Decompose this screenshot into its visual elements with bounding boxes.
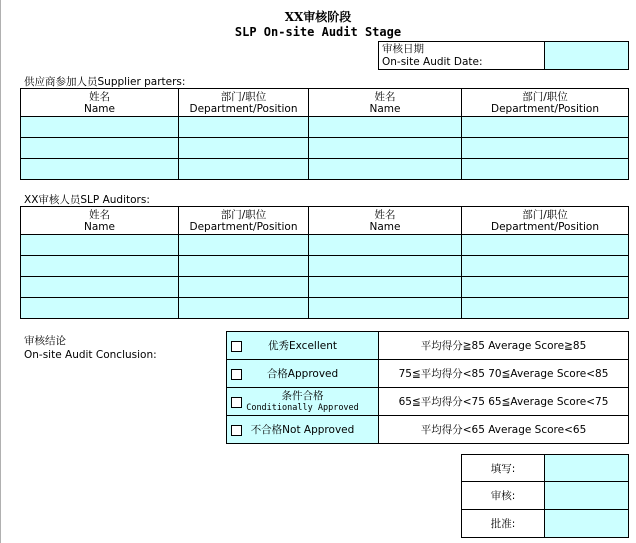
approve-field[interactable] (545, 510, 629, 538)
conclusion-label (24, 334, 157, 362)
signoff-table (461, 454, 629, 538)
checkbox-excellent[interactable] (231, 341, 242, 352)
name-cell[interactable] (309, 138, 462, 159)
name-cell[interactable] (309, 159, 462, 180)
option-sublabel: Conditionally Approved (246, 402, 359, 413)
audit-date-label (379, 42, 545, 70)
conclusion-row-approved (227, 360, 629, 388)
department-cell[interactable] (179, 138, 309, 159)
page-title: XX审核阶段 (284, 10, 352, 24)
score-range: 65≦平均得分<75 65≦Average Score<75 (379, 388, 629, 416)
review-field[interactable] (545, 482, 629, 510)
option-label: 条件合格 (281, 389, 324, 402)
col-header-department: 部门/职位 Department/Position (462, 207, 629, 235)
page-subtitle: SLP On-site Audit Stage (234, 25, 402, 39)
checkbox-conditional[interactable] (231, 397, 242, 408)
score-range: 平均得分<65 Average Score<65 (379, 416, 629, 444)
col-header-department: 部门/职位 Department/Position (462, 89, 629, 117)
name-cell[interactable] (309, 235, 462, 256)
col-header-name: 姓名 Name (309, 207, 462, 235)
department-cell[interactable] (462, 138, 629, 159)
option-approved[interactable] (227, 360, 379, 388)
option-label: 合格Approved (266, 368, 339, 380)
table-row (21, 235, 629, 256)
option-not-approved[interactable] (227, 416, 379, 444)
name-cell[interactable] (309, 256, 462, 277)
review-label: 审核: (462, 482, 545, 510)
score-range: 平均得分≧85 Average Score≧85 (379, 332, 629, 360)
table-row (21, 277, 629, 298)
approve-label: 批准: (462, 510, 545, 538)
name-cell[interactable] (309, 117, 462, 138)
table-row (21, 298, 629, 319)
supplier-table (20, 88, 629, 180)
option-label: 优秀Excellent (268, 340, 337, 352)
supplier-section-label: 供应商参加人员Supplier parters: (24, 76, 186, 88)
department-cell[interactable] (462, 117, 629, 138)
department-cell[interactable] (179, 117, 309, 138)
department-cell[interactable] (462, 235, 629, 256)
name-cell[interactable] (21, 277, 179, 298)
fill-field[interactable] (545, 455, 629, 482)
department-cell[interactable] (179, 298, 309, 319)
name-cell[interactable] (309, 277, 462, 298)
audit-date-label-cn: 审核日期 (382, 42, 424, 55)
name-cell[interactable] (21, 159, 179, 180)
col-header-name: 姓名 Name (21, 89, 179, 117)
conclusion-label-en: On-site Audit Conclusion: (24, 349, 157, 361)
score-range: 75≦平均得分<85 70≦Average Score<85 (379, 360, 629, 388)
department-cell[interactable] (462, 159, 629, 180)
name-cell[interactable] (21, 235, 179, 256)
name-cell[interactable] (21, 256, 179, 277)
department-cell[interactable] (462, 298, 629, 319)
table-row (21, 159, 629, 180)
name-cell[interactable] (21, 298, 179, 319)
conclusion-row-excellent (227, 332, 629, 360)
name-cell[interactable] (309, 298, 462, 319)
department-cell[interactable] (179, 159, 309, 180)
fill-label: 填写: (462, 455, 545, 482)
table-row (21, 138, 629, 159)
conclusion-row-not-approved (227, 416, 629, 444)
audit-date-field[interactable] (545, 42, 629, 70)
department-cell[interactable] (179, 256, 309, 277)
department-cell[interactable] (462, 256, 629, 277)
name-cell[interactable] (21, 117, 179, 138)
audit-date-label-en: On-site Audit Date: (382, 55, 483, 68)
name-cell[interactable] (21, 138, 179, 159)
conclusion-row-conditional (227, 388, 629, 416)
left-border (0, 0, 1, 543)
department-cell[interactable] (179, 277, 309, 298)
col-header-department: 部门/职位 Department/Position (179, 207, 309, 235)
col-header-name: 姓名 Name (309, 89, 462, 117)
conclusion-label-cn: 审核结论 (24, 335, 66, 347)
table-row (21, 256, 629, 277)
table-row (21, 117, 629, 138)
checkbox-not-approved[interactable] (231, 425, 242, 436)
option-conditional[interactable] (227, 388, 379, 416)
department-cell[interactable] (179, 235, 309, 256)
auditor-section-label: XX审核人员SLP Auditors: (24, 194, 150, 206)
checkbox-approved[interactable] (231, 369, 242, 380)
option-label: 不合格Not Approved (250, 424, 355, 436)
col-header-department: 部门/职位 Department/Position (179, 89, 309, 117)
auditor-table (20, 206, 629, 319)
conclusion-table (226, 331, 629, 444)
col-header-name: 姓名 Name (21, 207, 179, 235)
audit-date-table (378, 41, 629, 70)
department-cell[interactable] (462, 277, 629, 298)
option-excellent[interactable] (227, 332, 379, 360)
